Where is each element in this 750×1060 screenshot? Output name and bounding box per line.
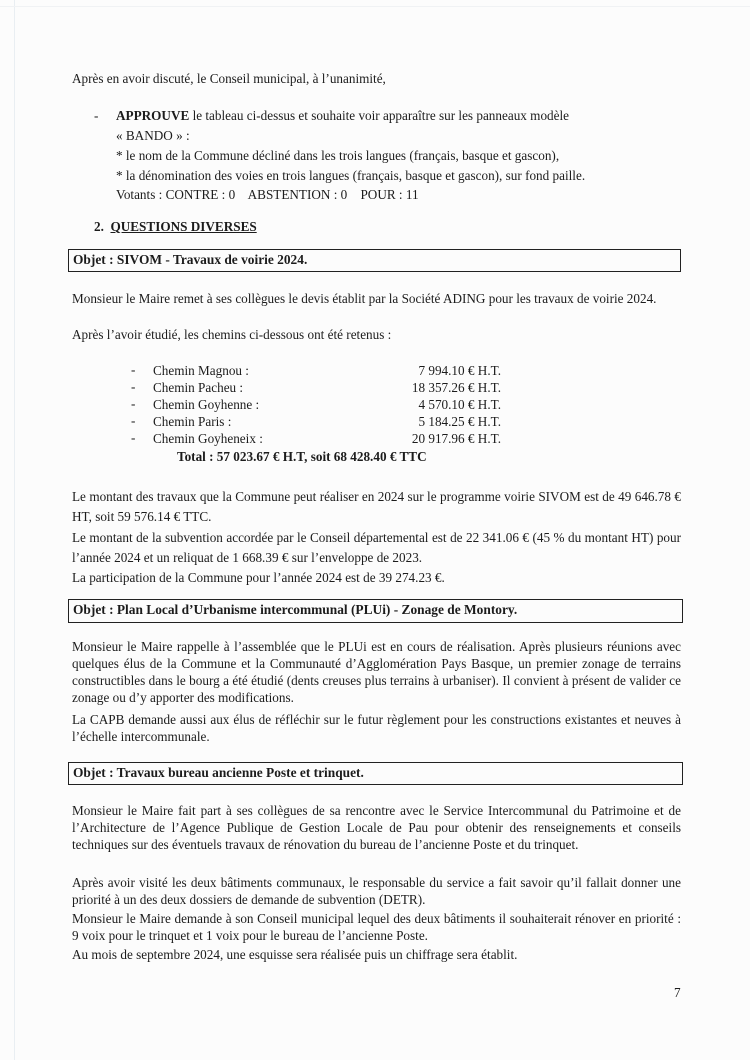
objet-3-para-1: Monsieur le Maire fait part à ses collègues de sa rencontre avec le Service Intercommunal du Patrimoine et de l’Architecture de l’Agence Publique de Gestion Locale de Pau pour obtenir des renseignements et conseils techniques sur des éventuels travaux de rénovation du bureau de l’ancienne Poste et du trinquet. (72, 803, 681, 852)
section-title: QUESTIONS DIVERSES (110, 219, 257, 234)
objet-2-para-2: La CAPB demande aussi aux élus de réfléchir sur le futur règlement pour les constructions existantes et neuves à l’échelle intercommunale. (72, 712, 681, 744)
objet-1-para-2: Après l’avoir étudié, les chemins ci-dessous ont été retenus : (72, 327, 392, 342)
approve-line-1 (116, 107, 569, 124)
chemin-name: Chemin Goyheneix : (153, 431, 263, 446)
chemin-bullet: - (131, 379, 136, 394)
approve-bullet: - (94, 108, 99, 123)
intro-line: Après en avoir discuté, le Conseil municipal, à l’unanimité, (72, 71, 386, 86)
chemin-name: Chemin Goyhenne : (153, 397, 260, 412)
objet-3-title: Objet : Travaux bureau ancienne Poste et trinquet. (68, 762, 683, 785)
objet-1-para-4: Le montant de la subvention accordée par le Conseil départemental est de 22 341.06 € (45 % du montant HT) pour l’année 2024 et un reliquat de 1 668.39 € sur l’enveloppe de 2023. (72, 530, 681, 565)
objet-2-title: Objet : Plan Local d’Urbanisme intercommunal (PLUi) - Zonage de Montory. (68, 599, 683, 623)
chemin-bullet: - (131, 413, 136, 428)
section-heading (94, 219, 257, 235)
chemin-amount: 5 184.25 € H.T. (418, 414, 501, 429)
objet-3-para-4: Au mois de septembre 2024, une esquisse sera réalisée puis un chiffrage sera établit. (72, 947, 518, 962)
page-number: 7 (674, 985, 681, 1000)
chemin-bullet: - (131, 396, 136, 411)
page-top-line (0, 6, 750, 7)
section-number: 2. (94, 219, 104, 234)
chemin-name: Chemin Magnou : (153, 363, 249, 378)
chemin-bullet: - (131, 362, 136, 377)
approve-text-1: le tableau ci-dessus et souhaite voir apparaître sur les panneaux modèle (189, 108, 569, 123)
chemin-name: Chemin Pacheu : (153, 380, 244, 395)
chemin-amount: 7 994.10 € H.T. (418, 363, 501, 378)
approve-star-2: * la dénomination des voies en trois langues (français, basque et gascon), sur fond paille. (116, 168, 586, 183)
vote-result: Votants : CONTRE : 0 ABSTENTION : 0 POUR : 11 (116, 187, 419, 202)
objet-1-title: Objet : SIVOM - Travaux de voirie 2024. (68, 249, 681, 272)
objet-1-para-1: Monsieur le Maire remet à ses collègues le devis établit par la Société ADING pour les travaux de voirie 2024. (72, 291, 657, 306)
objet-1-total: Total : 57 023.67 € H.T, soit 68 428.40 € TTC (177, 449, 427, 464)
objet-1-para-3: Le montant des travaux que la Commune peut réaliser en 2024 sur le programme voirie SIVOM est de 49 646.78 € HT, soit 59 576.14 € TTC. (72, 489, 681, 524)
chemin-amount: 20 917.96 € H.T. (411, 431, 501, 446)
objet-3-para-2: Après avoir visité les deux bâtiments communaux, le responsable du service a fait savoir qu’il fallait donner une priorité à un des deux dossiers de demande de subvention (DETR). (72, 875, 681, 907)
chemin-name: Chemin Paris : (153, 414, 232, 429)
chemin-amount: 4 570.10 € H.T. (418, 397, 501, 412)
approve-star-1: * le nom de la Commune décliné dans les trois langues (français, basque et gascon), (116, 148, 560, 163)
objet-3-para-3: Monsieur le Maire demande à son Conseil municipal lequel des deux bâtiments il souhaiterait rénover en priorité : 9 voix pour le trinquet et 1 voix pour le bureau de l’ancienne Poste. (72, 911, 681, 943)
approve-verb: APPROUVE (116, 108, 190, 123)
chemin-amount: 18 357.26 € H.T. (411, 380, 501, 395)
approve-text-2: « BANDO » : (116, 128, 190, 143)
objet-1-para-5: La participation de la Commune pour l’année 2024 est de 39 274.23 €. (72, 570, 445, 585)
objet-2-para-1: Monsieur le Maire rappelle à l’assemblée que le PLUi est en cours de réalisation. Après plusieurs réunions avec quelques élus de la Commune et la Communauté d’Agglomération Pays Basque, un premier zonage de terrains constructibles dans le bourg a été étudié (dents creuses plus terrains à urbaniser). Il convient à présent de valider ce zonage ou d’y apporter des modifications. (72, 639, 681, 705)
page-edge-line (14, 0, 15, 1060)
chemin-bullet: - (131, 430, 136, 445)
